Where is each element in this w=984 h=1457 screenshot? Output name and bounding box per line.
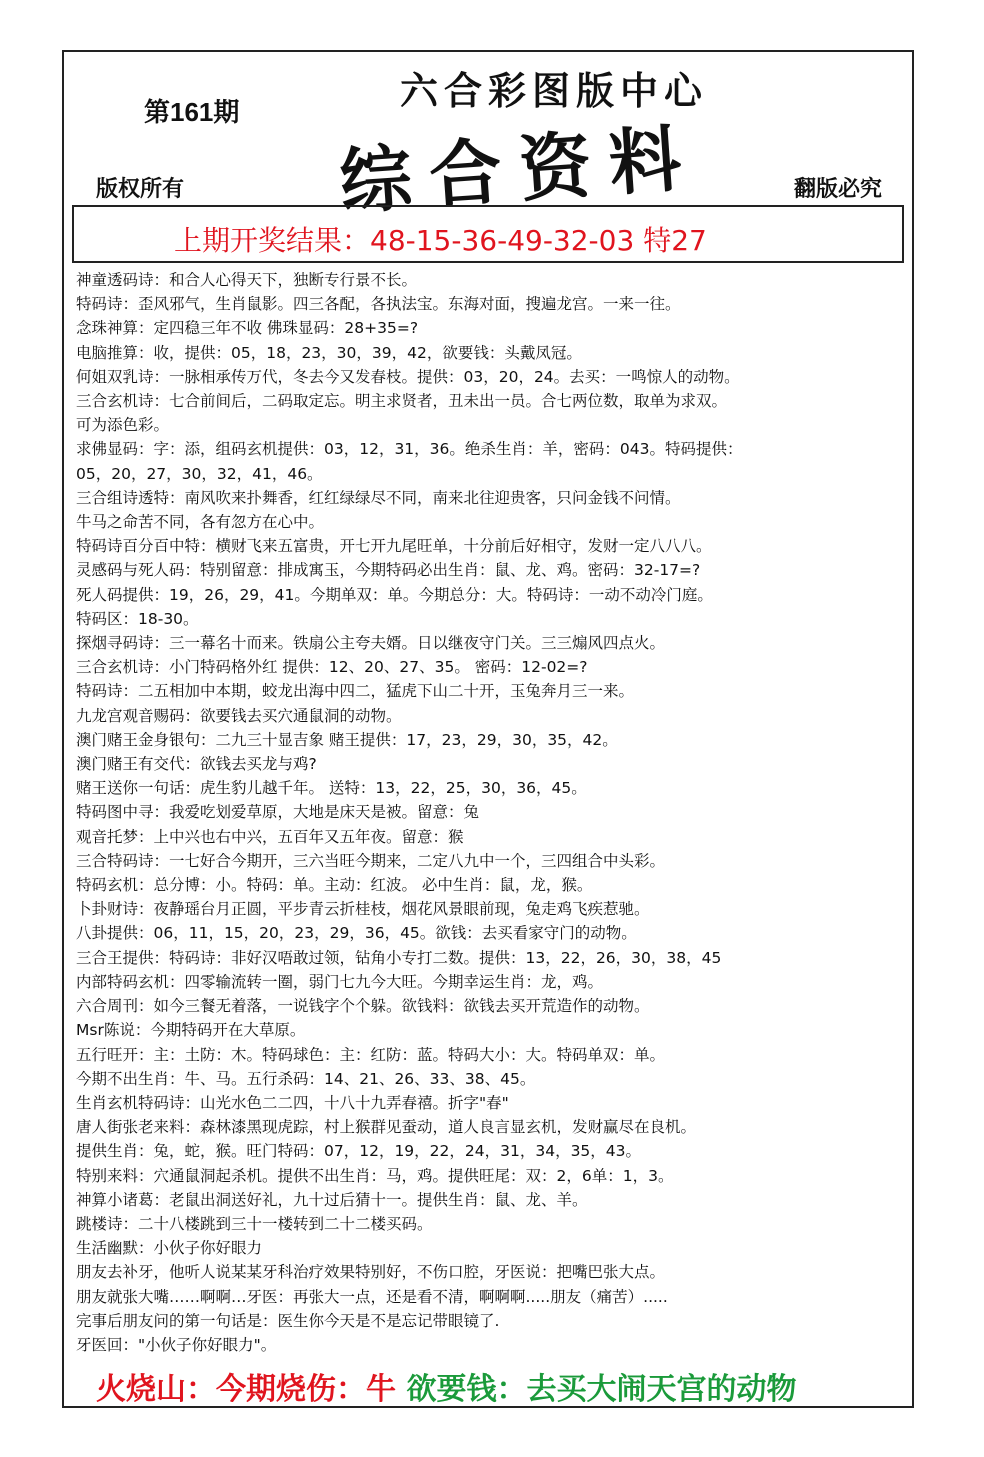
content-lines bbox=[76, 268, 906, 1357]
content-line: 澳门赌王有交代：欲钱去买龙与鸡? bbox=[76, 755, 317, 774]
copyright-label: 版权所有 bbox=[96, 177, 185, 202]
content-line: 生肖玄机特码诗：山光水色二二四，十八十九弄春禧。折字"春" bbox=[76, 1093, 509, 1112]
content-line: 死人码提供：19，26，29，41。今期单双：单。今期总分：大。特码诗：一动不动冷门庭。 bbox=[76, 585, 713, 604]
content-line: 求佛显码：字：添，组码玄机提供：03，12，31，36。绝杀生肖：羊，密码：043。特码提供： bbox=[76, 440, 743, 459]
content-line: 牛马之命苦不同，各有忽方在心中。 bbox=[76, 513, 325, 532]
content-line: 三合玄机诗：七合前间后，二码取定忘。明主求贤者，丑未出一员。合七两位数，取单为求双。 bbox=[76, 392, 728, 411]
content-line: 特码图中寻：我爱吃划爱草原，大地是床天是被。留意：兔 bbox=[76, 803, 480, 822]
content-line: 特码诗：二五相加中本期，蛟龙出海中四二，猛虎下山二十开，玉兔奔月三一来。 bbox=[76, 682, 635, 701]
lottery-result: 上期开奖结果：48-15-36-49-32-03 特27 bbox=[174, 224, 707, 257]
content-line: 神算小诸葛：老鼠出洞送好礼，九十过后猜十一。提供生肖：鼠、龙、羊。 bbox=[76, 1190, 588, 1209]
content-line: 朋友就张大嘴……啊啊…牙医：再张大一点，还是看不清，啊啊啊.....朋友（痛苦）..... bbox=[76, 1287, 668, 1306]
content-line: 八卦提供：06，11，15，20，23，29，36，45。欲钱：去买看家守门的动物。 bbox=[76, 924, 637, 943]
center-title: 六合彩图版中心 bbox=[399, 69, 708, 113]
content-line: 生活幽默：小伙子你好眼力 bbox=[76, 1239, 263, 1258]
content-line: 何姐双乳诗：一脉相承传万代，冬去今又发春枝。提供：03，20，24。去买：一鸣惊人的动物。 bbox=[76, 367, 740, 386]
content-line: 赌王送你一句话：虎生豹儿越千年。 送特：13，22，25，30，36，45。 bbox=[76, 779, 587, 798]
content-line: 灵感码与死人码：特别留意：排成寓玉，今期特码必出生肖：鼠、龙、鸡。密码：32-17=? bbox=[76, 561, 701, 580]
footer-green-text: 欲要钱：去买大闹天宫的动物 bbox=[406, 1372, 797, 1407]
footer-banner bbox=[96, 1364, 796, 1408]
piracy-label: 翻版必究 bbox=[793, 177, 882, 202]
footer-red-text: 火烧山：今期烧伤：牛 bbox=[96, 1372, 407, 1407]
content-line: 观音托梦：上中兴也右中兴，五百年又五年夜。留意：猴 bbox=[76, 827, 464, 846]
content-line: 卜卦财诗：夜静瑶台月正圆，平步青云折桂枝，烟花风景眼前现，兔走鸡飞疾惹驰。 bbox=[76, 900, 650, 919]
content-line: 神童透码诗：和合人心得天下，独断专行景不长。 bbox=[76, 271, 418, 289]
newspaper-page bbox=[62, 50, 914, 1408]
content-line: 特码诗：歪风邪气，生肖鼠影。四三各配，各执法宝。东海对面，搜遍龙宫。一来一往。 bbox=[76, 295, 681, 314]
content-line: 提供生肖：兔，蛇，猴。旺门特码：07，12，19，22，24，31，34，35，43。 bbox=[76, 1142, 642, 1161]
content-line: 完事后朋友问的第一句话是：医生你今天是不是忘记带眼镜了. bbox=[76, 1311, 500, 1330]
content-line: 念珠神算：定四稳三年不收 佛珠显码：28+35=? bbox=[76, 319, 419, 338]
content-line: 三合王提供：特码诗：非好汉唔敢过领，钻角小专打二数。提供：13，22，26，30，38，45 bbox=[76, 948, 722, 967]
content-line: 05，20，27，30，32，41，46。 bbox=[76, 464, 323, 483]
content-line: 唐人街张老来料：森林漆黑现虎踪，村上猴群见蚕动，道人良言显玄机，发财赢尽在良机。 bbox=[76, 1118, 697, 1137]
content-line: Msr陈说：今期特码开在大草原。 bbox=[76, 1021, 306, 1040]
content-line: 六合周刊：如今三餐无着落，一说钱字个个躲。欲钱料：欲钱去买开荒造作的动物。 bbox=[76, 997, 650, 1016]
content-line: 牙医回："小伙子你好眼力"。 bbox=[76, 1335, 277, 1354]
result-box bbox=[72, 205, 904, 263]
content-line: 今期不出生肖：牛、马。五行杀码：14、21、26、33、38、45。 bbox=[76, 1069, 536, 1088]
content-line: 九龙宫观音赐码：欲要钱去买穴通鼠洞的动物。 bbox=[76, 706, 402, 725]
content-line: 澳门赌王金身银句：二九三十显吉象 赌王提供：17，23，29，30，35，42。 bbox=[76, 730, 618, 749]
content-line: 探烟寻码诗：三一幕名十而来。铁扇公主夸夫婿。日以继夜守门关。三三煽风四点火。 bbox=[76, 634, 666, 653]
big-title: 综合资料 bbox=[336, 114, 702, 225]
content-line: 可为添色彩。 bbox=[76, 416, 170, 435]
issue-number: 第161期 bbox=[144, 97, 240, 127]
content-line: 特码诗百分百中特：横财飞来五富贵，开七开九尾旺单，十分前后好相守，发财一定八八八。 bbox=[76, 537, 712, 556]
content-line: 特别来料：穴通鼠洞起杀机。提供不出生肖：马，鸡。提供旺尾：双：2，6单：1，3。 bbox=[76, 1166, 674, 1185]
content-line: 电脑推算：收，提供：05，18，23，30，39，42，欲要钱：头戴凤冠。 bbox=[76, 343, 582, 362]
content-line: 朋友去补牙，他听人说某某牙科治疗效果特别好，不伤口腔，牙医说：把嘴巴张大点。 bbox=[76, 1263, 666, 1282]
content-line: 内部特码玄机：四零输流转一圈，弱门七九今大旺。今期幸运生肖：龙，鸡。 bbox=[76, 972, 604, 991]
content-line: 三合特码诗：一七好合今期开，三六当旺今期来，二定八九中一个，三四组合中头彩。 bbox=[76, 851, 666, 870]
content-line: 特码玄机：总分博：小。特码：单。主动：红波。 必中生肖：鼠，龙，猴。 bbox=[76, 876, 593, 895]
content-line: 跳楼诗：二十八楼跳到三十一楼转到二十二楼买码。 bbox=[76, 1214, 433, 1233]
content-line: 三合组诗透特：南风吹来扑舞香，红红绿绿尽不同，南来北往迎贵客，只问金钱不问情。 bbox=[76, 488, 681, 507]
content-line: 五行旺开：主：土防：木。特码球色：主：红防：蓝。特码大小：大。特码单双：单。 bbox=[76, 1045, 666, 1064]
content-line: 三合玄机诗：小门特码格外红 提供：12、20、27、35。 密码：12-02=? bbox=[76, 658, 588, 677]
content-line: 特码区：18-30。 bbox=[76, 609, 199, 628]
